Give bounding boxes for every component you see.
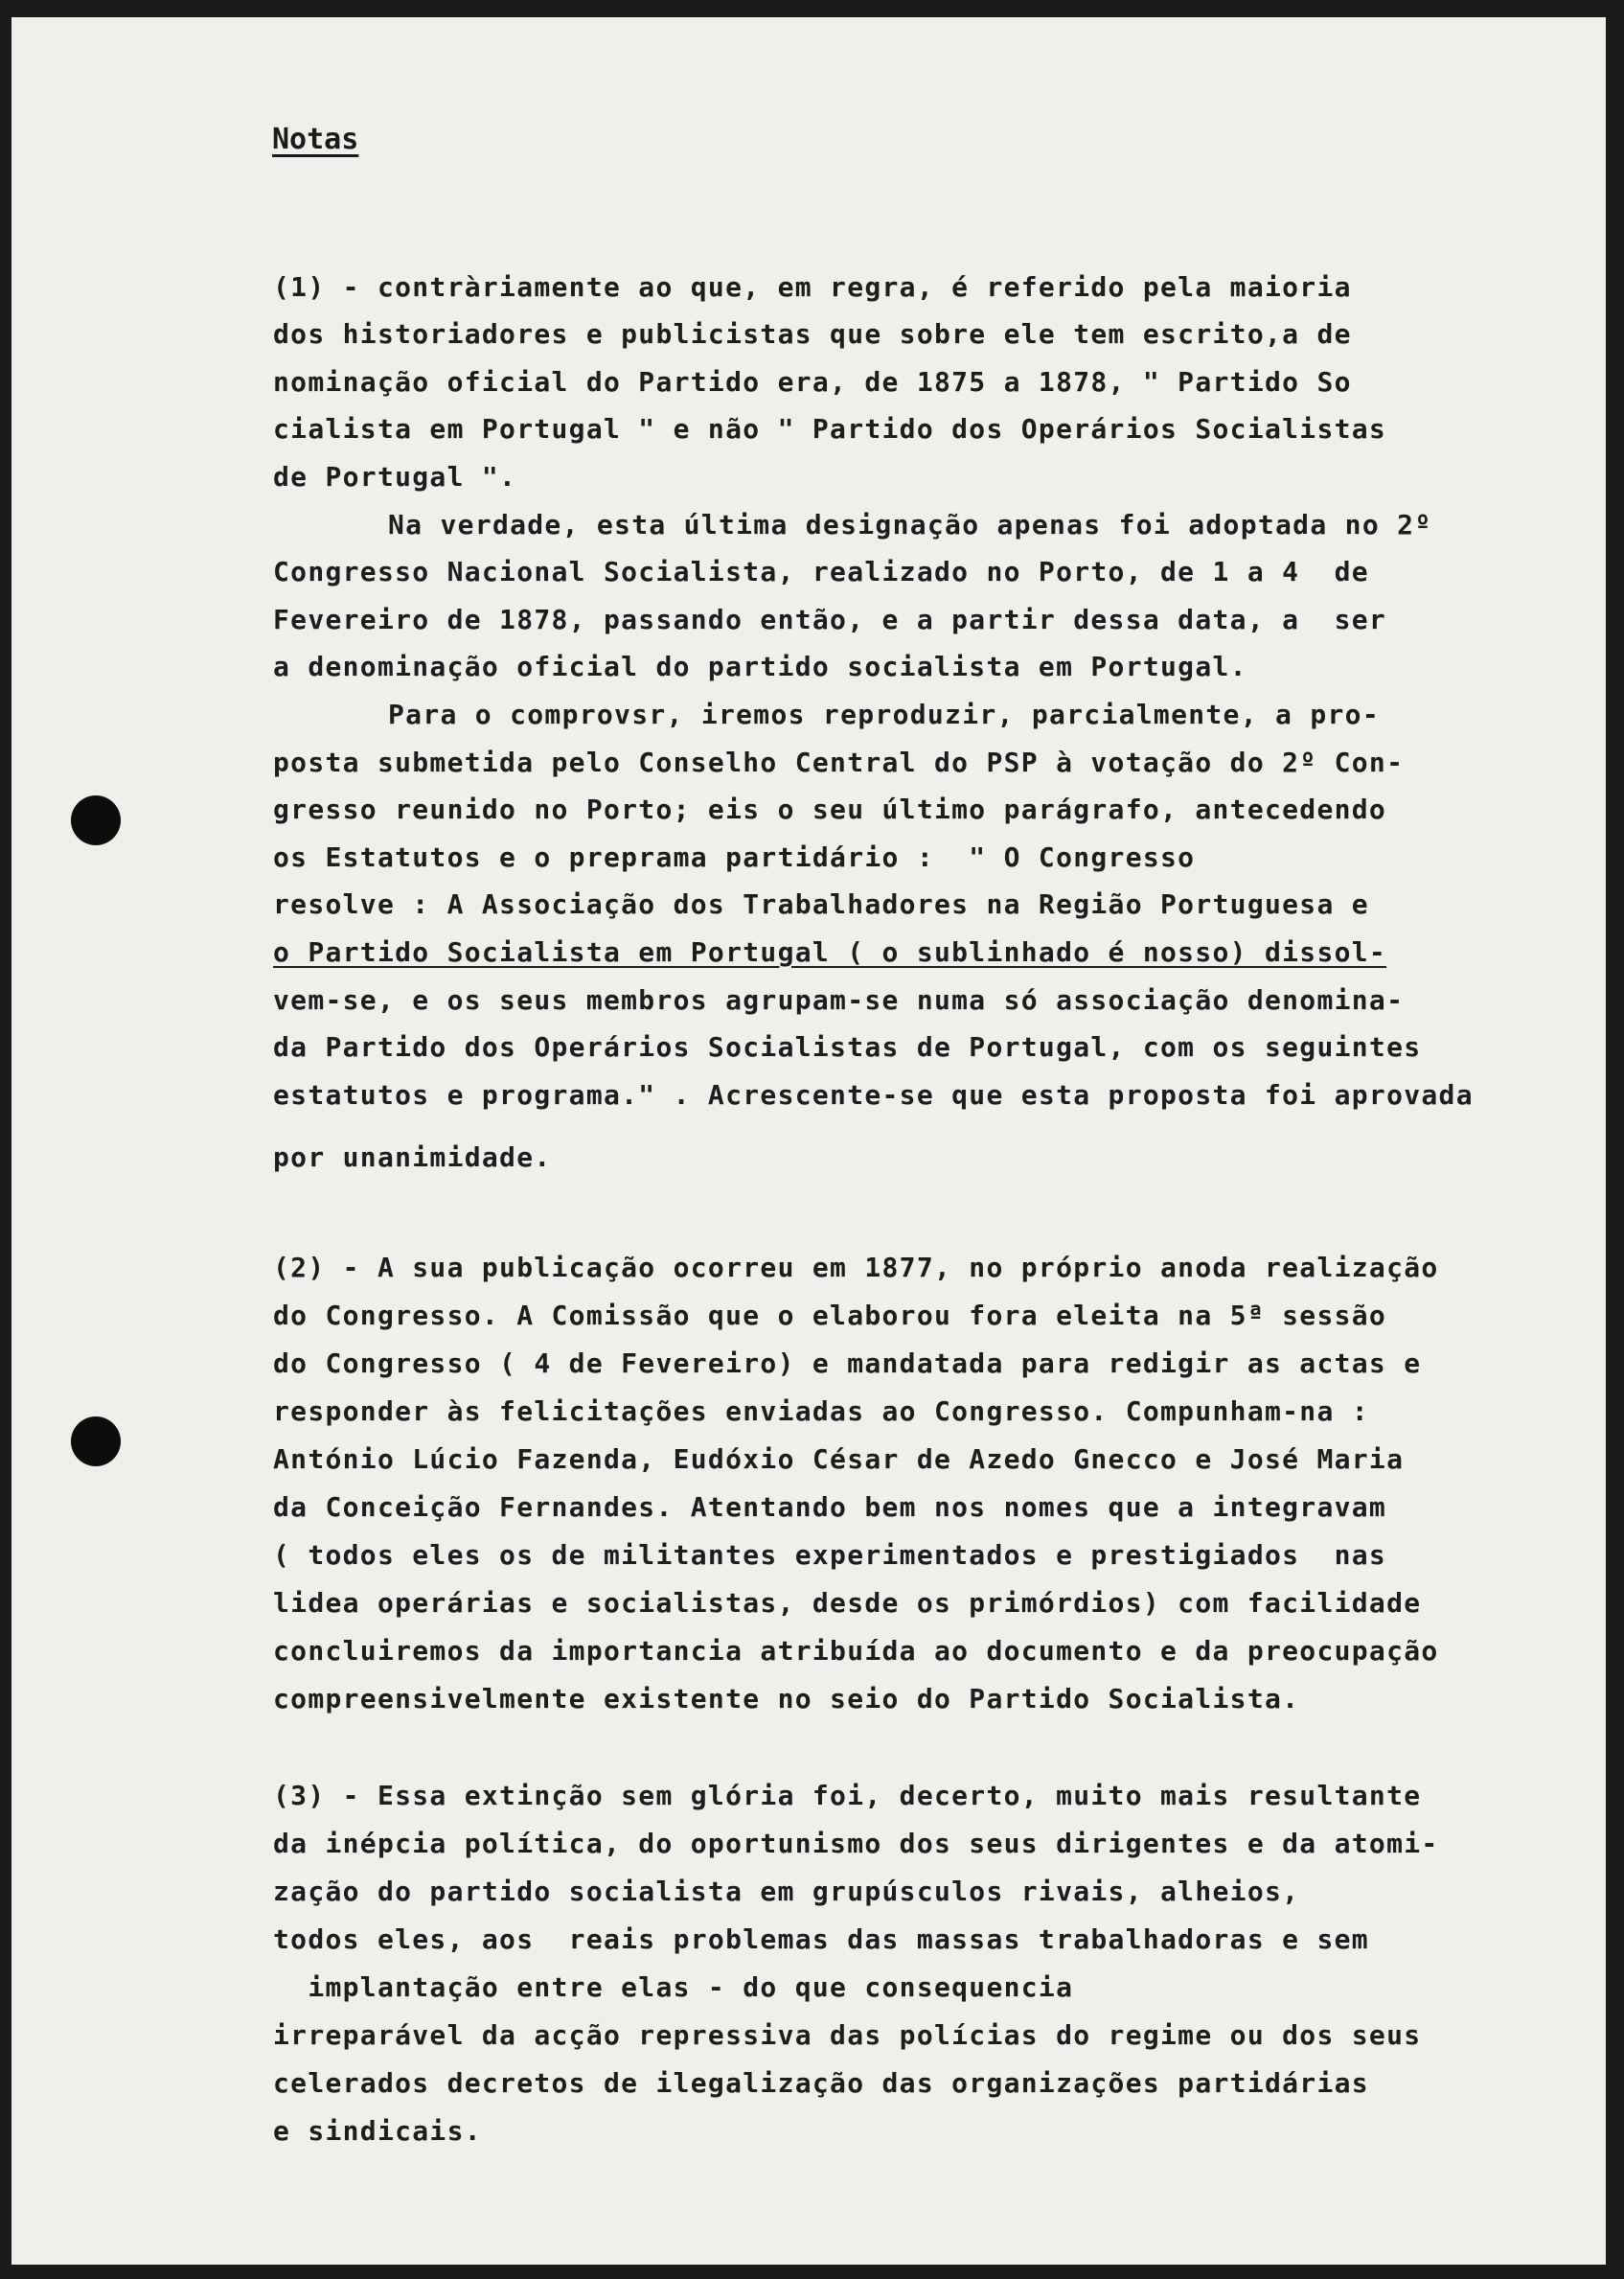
note-3-line: implantação entre elas - do que consequencia — [273, 1971, 1074, 2003]
note-3-line: todos eles, aos reais problemas das massas trabalhadoras e sem — [273, 1923, 1369, 1955]
note-3-line: da inépcia política, do oportunismo dos seus dirigentes e da atomi- — [273, 1828, 1439, 1859]
note-2-line: ( todos eles os de militantes experimentados e prestigiados nas — [273, 1539, 1387, 1571]
note-1-line: dos historiadores e publicistas que sobre ele tem escrito,a de — [273, 318, 1352, 350]
note-1-line: Para o comprovsr, iremos reproduzir, parcialmente, a pro- — [388, 699, 1380, 730]
note-2-line: compreensivelmente existente no seio do Partido Socialista. — [273, 1683, 1300, 1715]
note-3-line: zação do partido socialista em grupúsculos rivais, alheios, — [273, 1876, 1317, 1907]
note-1-line: Congresso Nacional Socialista, realizado no Porto, de 1 a 4 de — [273, 556, 1369, 587]
note-1-line: vem-se, e os seus membros agrupam-se numa só associação denomina- — [273, 984, 1405, 1016]
note-1-line: cialista em Portugal " e não " Partido dos Operários Socialistas — [273, 413, 1387, 445]
note-3-line: (3) - Essa extinção sem glória foi, decerto, muito mais resultante — [273, 1780, 1422, 1811]
note-2-line: da Conceição Fernandes. Atentando bem nos nomes que a integravam — [273, 1491, 1387, 1523]
note-3-line: celerados decretos de ilegalização das organizações partidárias — [273, 2067, 1369, 2099]
note-2-line: (2) - A sua publicação ocorreu em 1877, no próprio anoda realização — [273, 1252, 1439, 1283]
page-heading: Notas — [272, 123, 359, 156]
note-2-line: do Congresso. A Comissão que o elaborou fora eleita na 5ª sessão — [273, 1300, 1387, 1331]
note-2-line: António Lúcio Fazenda, Eudóxio César de Azedo Gnecco e José Maria — [273, 1443, 1405, 1475]
note-3-line: irreparável da acção repressiva das polícias do regime ou dos seus — [273, 2019, 1422, 2051]
note-1-line: a denominação oficial do partido socialista em Portugal. — [273, 651, 1247, 682]
note-1-line: estatutos e programa." . Acrescente-se que esta proposta foi aprovada — [273, 1079, 1474, 1111]
note-1-line: por unanimidade. — [273, 1141, 552, 1173]
note-2-line: do Congresso ( 4 de Fevereiro) e mandatada para redigir as actas e — [273, 1347, 1422, 1379]
note-1-line: de Portugal ". — [273, 461, 517, 493]
note-1-line: resolve : A Associação dos Trabalhadores na Região Portuguesa e — [273, 888, 1369, 920]
note-3-line: e sindicais. — [273, 2115, 482, 2147]
note-1-line: os Estatutos e o preprama partidário : " O Congresso — [273, 841, 1196, 873]
note-2-line: responder às felicitações enviadas ao Congresso. Compunham-na : — [273, 1395, 1369, 1427]
note-1-line: da Partido dos Operários Socialistas de Portugal, com os seguintes — [273, 1031, 1422, 1063]
note-1-line: Fevereiro de 1878, passando então, e a partir dessa data, a ser — [273, 604, 1387, 635]
note-1-line: gresso reunido no Porto; eis o seu último parágrafo, antecedendo — [273, 794, 1387, 825]
note-1-line: Na verdade, esta última designação apenas foi adoptada no 2º — [388, 509, 1432, 541]
note-1-line: (1) - contràriamente ao que, em regra, é referido pela maioria — [273, 271, 1352, 303]
note-1-line: nominação oficial do Partido era, de 1875 a 1878, " Partido So — [273, 366, 1352, 398]
note-1-line: o Partido Socialista em Portugal ( o sublinhado é nosso) dissol- — [273, 936, 1387, 968]
punch-hole — [71, 1416, 121, 1466]
typewritten-page — [11, 17, 1606, 2265]
note-2-line: lidea operárias e socialistas, desde os primórdios) com facilidade — [273, 1587, 1422, 1619]
note-1-line: posta submetida pelo Conselho Central do PSP à votação do 2º Con- — [273, 747, 1405, 778]
punch-hole — [71, 795, 121, 845]
note-2-line: concluiremos da importancia atribuída ao documento e da preocupação — [273, 1635, 1439, 1667]
